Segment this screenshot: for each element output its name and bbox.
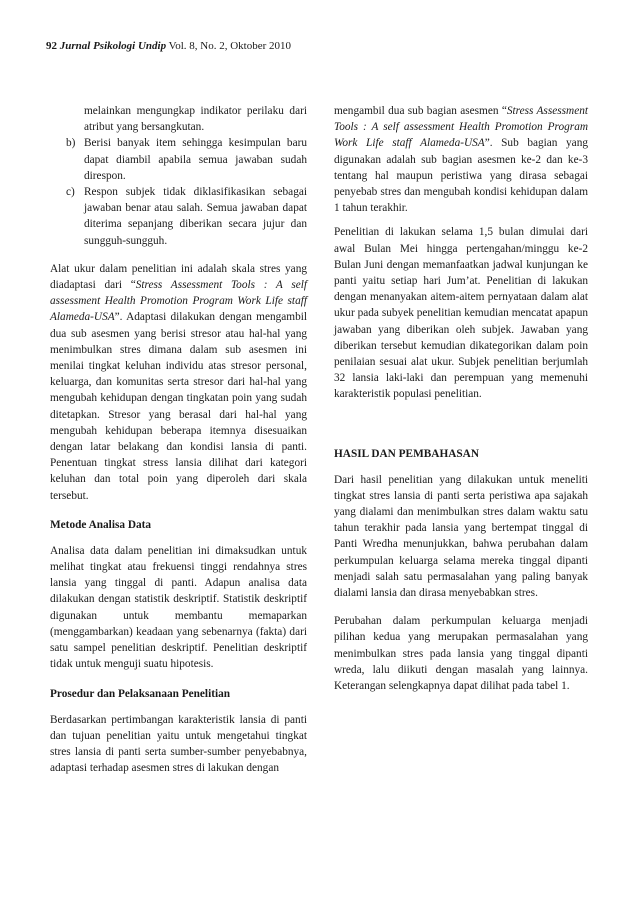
instrument-title: Stress Assessment Tools : A self assessment Health Promotion Program Work Life staff Alameda-USA — [334, 105, 588, 150]
right-column — [334, 103, 588, 702]
paragraph-sub-bagian: mengambil dua sub bagian asesmen “Stress Assessment Tools : A self assessment Health Promotion Program Work Life staff Alameda-USA”. Sub bagian yang digunakan adalah sub bagian asesmen ke-2 dan ke-3 tentang hal maupun peristiwa yang dirasa sebagai penyebab stres dan mengubah kondisi kehidupan dalam 1 tahun terakhir. — [334, 105, 588, 215]
paragraph-hasil: Dari hasil penelitian yang dilakukan untuk meneliti tingkat stres lansia di panti serta peristiwa apa sajakah yang dialami dan menimbulkan stres dalam waktu satu tahun terakhir pada lansia yang bertempat tinggal di Panti Wredha menunjukkan, bahwa perubahan dalam perkumpulan keluarga selama mereka tinggal dipanti menjadi salah satu permasalahan yang paling banyak dialami lansia dan dirasa menyebabkan stres. — [334, 473, 588, 600]
list-item-text: Berisi banyak item sehingga kesimpulan baru dapat diambil apabila semua jawaban sudah direspon. — [84, 137, 307, 182]
journal-name: Jurnal Psikologi Undip — [59, 40, 167, 52]
list-item — [50, 135, 307, 184]
paragraph-perubahan: Perubahan dalam perkumpulan keluarga menjadi pilihan kedua yang merupakan permasalahan yang menimbulkan stres pada lansia yang tinggal dipanti wreda, lalu diikuti dengan masalah yang lainnya. Keterangan selengkapnya dapat dilihat pada tabel 1. — [334, 615, 588, 693]
heading-prosedur: Prosedur dan Pelaksanaan Penelitian — [50, 687, 231, 700]
heading-hasil: HASIL DAN PEMBAHASAN — [334, 447, 479, 460]
list-item-text: Respon subjek tidak diklasifikasikan sebagai jawaban benar atau salah. Semua jawaban dapat diterima sepanjang diberikan secara jujur dan sungguh-sungguh. — [84, 186, 307, 247]
page-number: 92 — [46, 40, 57, 52]
list-item — [50, 184, 307, 249]
paragraph-pelaksanaan: Penelitian di lakukan selama 1,5 bulan dimulai dari awal Bulan Mei hingga pertengahan/minggu ke-2 Bulan Juni dengan memanfaatkan jadwal kunjungan ke panti yaitu setiap hari Jum’at. Penelitian di lakukan dengan menanyakan aitem-aitem pernyataan dalam alat ukur pada subyek penelitian kemudian mencatat apapun jawaban yang diberikan oleh subjek. Jawaban yang diberikan tersebut kemudian dikategorikan dalam poin penilaian sesuai alat ukur. Subjek penelitian berjumlah 32 lansia laki-laki dan perempuan yang memenuhi karakteristik populasi penelitian. — [334, 226, 588, 401]
issue-info: Vol. 8, No. 2, Oktober 2010 — [168, 40, 291, 52]
list-item — [50, 103, 307, 135]
list-marker: b) — [66, 137, 76, 150]
left-column — [50, 103, 307, 784]
paragraph-metode: Analisa data dalam penelitian ini dimaksudkan untuk melihat tingkat atau frekuensi tinggi rendahnya stres lansia yang tinggal di panti. Adapun analisa data dilakukan dengan statistik deskriptif. Statistik deskriptif digunakan untuk membantu memaparkan (menggambarkan) keadaan yang sebenarnya (fakta) dari satu sampel penelitian deskriptif. Penelitian deskriptif tidak untuk menguji suatu hipotesis. — [50, 544, 307, 671]
running-header — [46, 40, 291, 53]
heading-metode-analisa: Metode Analisa Data — [50, 518, 152, 531]
list-item-text: melainkan mengungkap indikator perilaku dari atribut yang bersangkutan. — [84, 105, 307, 134]
paragraph-prosedur: Berdasarkan pertimbangan karakteristik lansia di panti dan tujuan penelitian yaitu untuk mengetahui tingkat stres lansia di panti serta sumber-sumber penyebabnya, adaptasi terhadap asesmen stres di lakukan dengan — [50, 713, 307, 775]
criteria-list — [50, 103, 307, 249]
instrument-title: Stress Assessment Tools : A self assessment Health Promotion Program Work Life staff Alameda-USA — [50, 279, 308, 324]
list-marker: c) — [66, 186, 75, 199]
paragraph-alat-ukur: Alat ukur dalam penelitian ini adalah skala stres yang diadaptasi dari “Stress Assessment Tools : A self assessment Health Promotion Program Work Life staff Alameda-USA”. Adaptasi dilakukan dengan mengambil dua sub asesmen yang berisi stresor atau hal-hal yang menimbulkan stres dimana dalam sub asesmen ini menilai tingkat keluhan individu atas stresor personal, keluarga, dan komunitas serta stresor dari hal-hal yang mengubah kehidupan dengan tingkatan poin yang sudah ditetapkan. Stresor yang berasal dari hal-hal yang mengubah kehidupan beberapa itemnya disesuaikan dengan latar belakang dan kondisi lansia di panti. Penentuan tingkat stress lansia dilihat dari kategori keluhan dan total poin yang diperoleh dari skala tersebut. — [50, 262, 308, 502]
